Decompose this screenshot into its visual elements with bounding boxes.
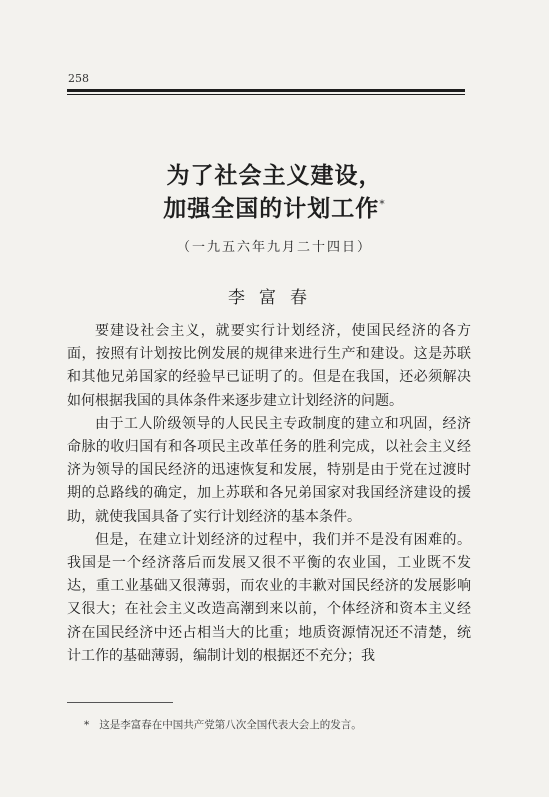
footnote-mark: *: [84, 719, 90, 731]
paragraph: 由于工人阶级领导的人民民主专政制度的建立和巩固，经济命脉的收归国有和各项民主改革任务的胜利完成，以社会主义经济为领导的国民经济的迅速恢复和发展，特别是由于党在过渡时期的总路线的确定，加上苏联和各兄弟国家对我国经济建设的援助，就使我国具备了实行计划经济的基本条件。: [67, 415, 471, 525]
page-number: 258: [68, 72, 89, 85]
article-title-line-2: 加强全国的计划工作*: [163, 196, 386, 222]
header-rule-thin: [67, 94, 465, 95]
header-rule: [67, 89, 465, 92]
footnote-text: 这是李富春在中国共产党第八次全国代表大会上的发言。: [99, 719, 362, 731]
article-title-line-1: 为了社会主义建设，: [166, 163, 383, 189]
footnote: [84, 717, 362, 732]
article-body: [67, 320, 471, 668]
paragraph: 但是，在建立计划经济的过程中，我们并不是没有困难的。我国是一个经济落后而发展又很不平衡的农业国，工业既不发达，重工业基础又很薄弱，而农业的丰歉对国民经济的发展影响又很大；在社会主义改造高潮到来以前，个体经济和资本主义经济在国民经济中还占相当大的比重；地质资源情况还不清楚，统计工作的基础薄弱，编制计划的根据还不充分；我: [67, 531, 471, 664]
footnote-rule: [67, 702, 173, 703]
title-footnote-mark: *: [379, 197, 386, 211]
article-author: 李富春: [228, 288, 321, 308]
article-date: （一九五六年九月二十四日）: [176, 240, 372, 255]
paragraph: 要建设社会主义，就要实行计划经济，使国民经济的各方面，按照有计划按比例发展的规律来进行生产和建设。这是苏联和其他兄弟国家的经验早已证明了的。但是在我国，还必须解决如何根据我国的具体条件来逐步建立计划经济的问题。: [67, 323, 471, 409]
